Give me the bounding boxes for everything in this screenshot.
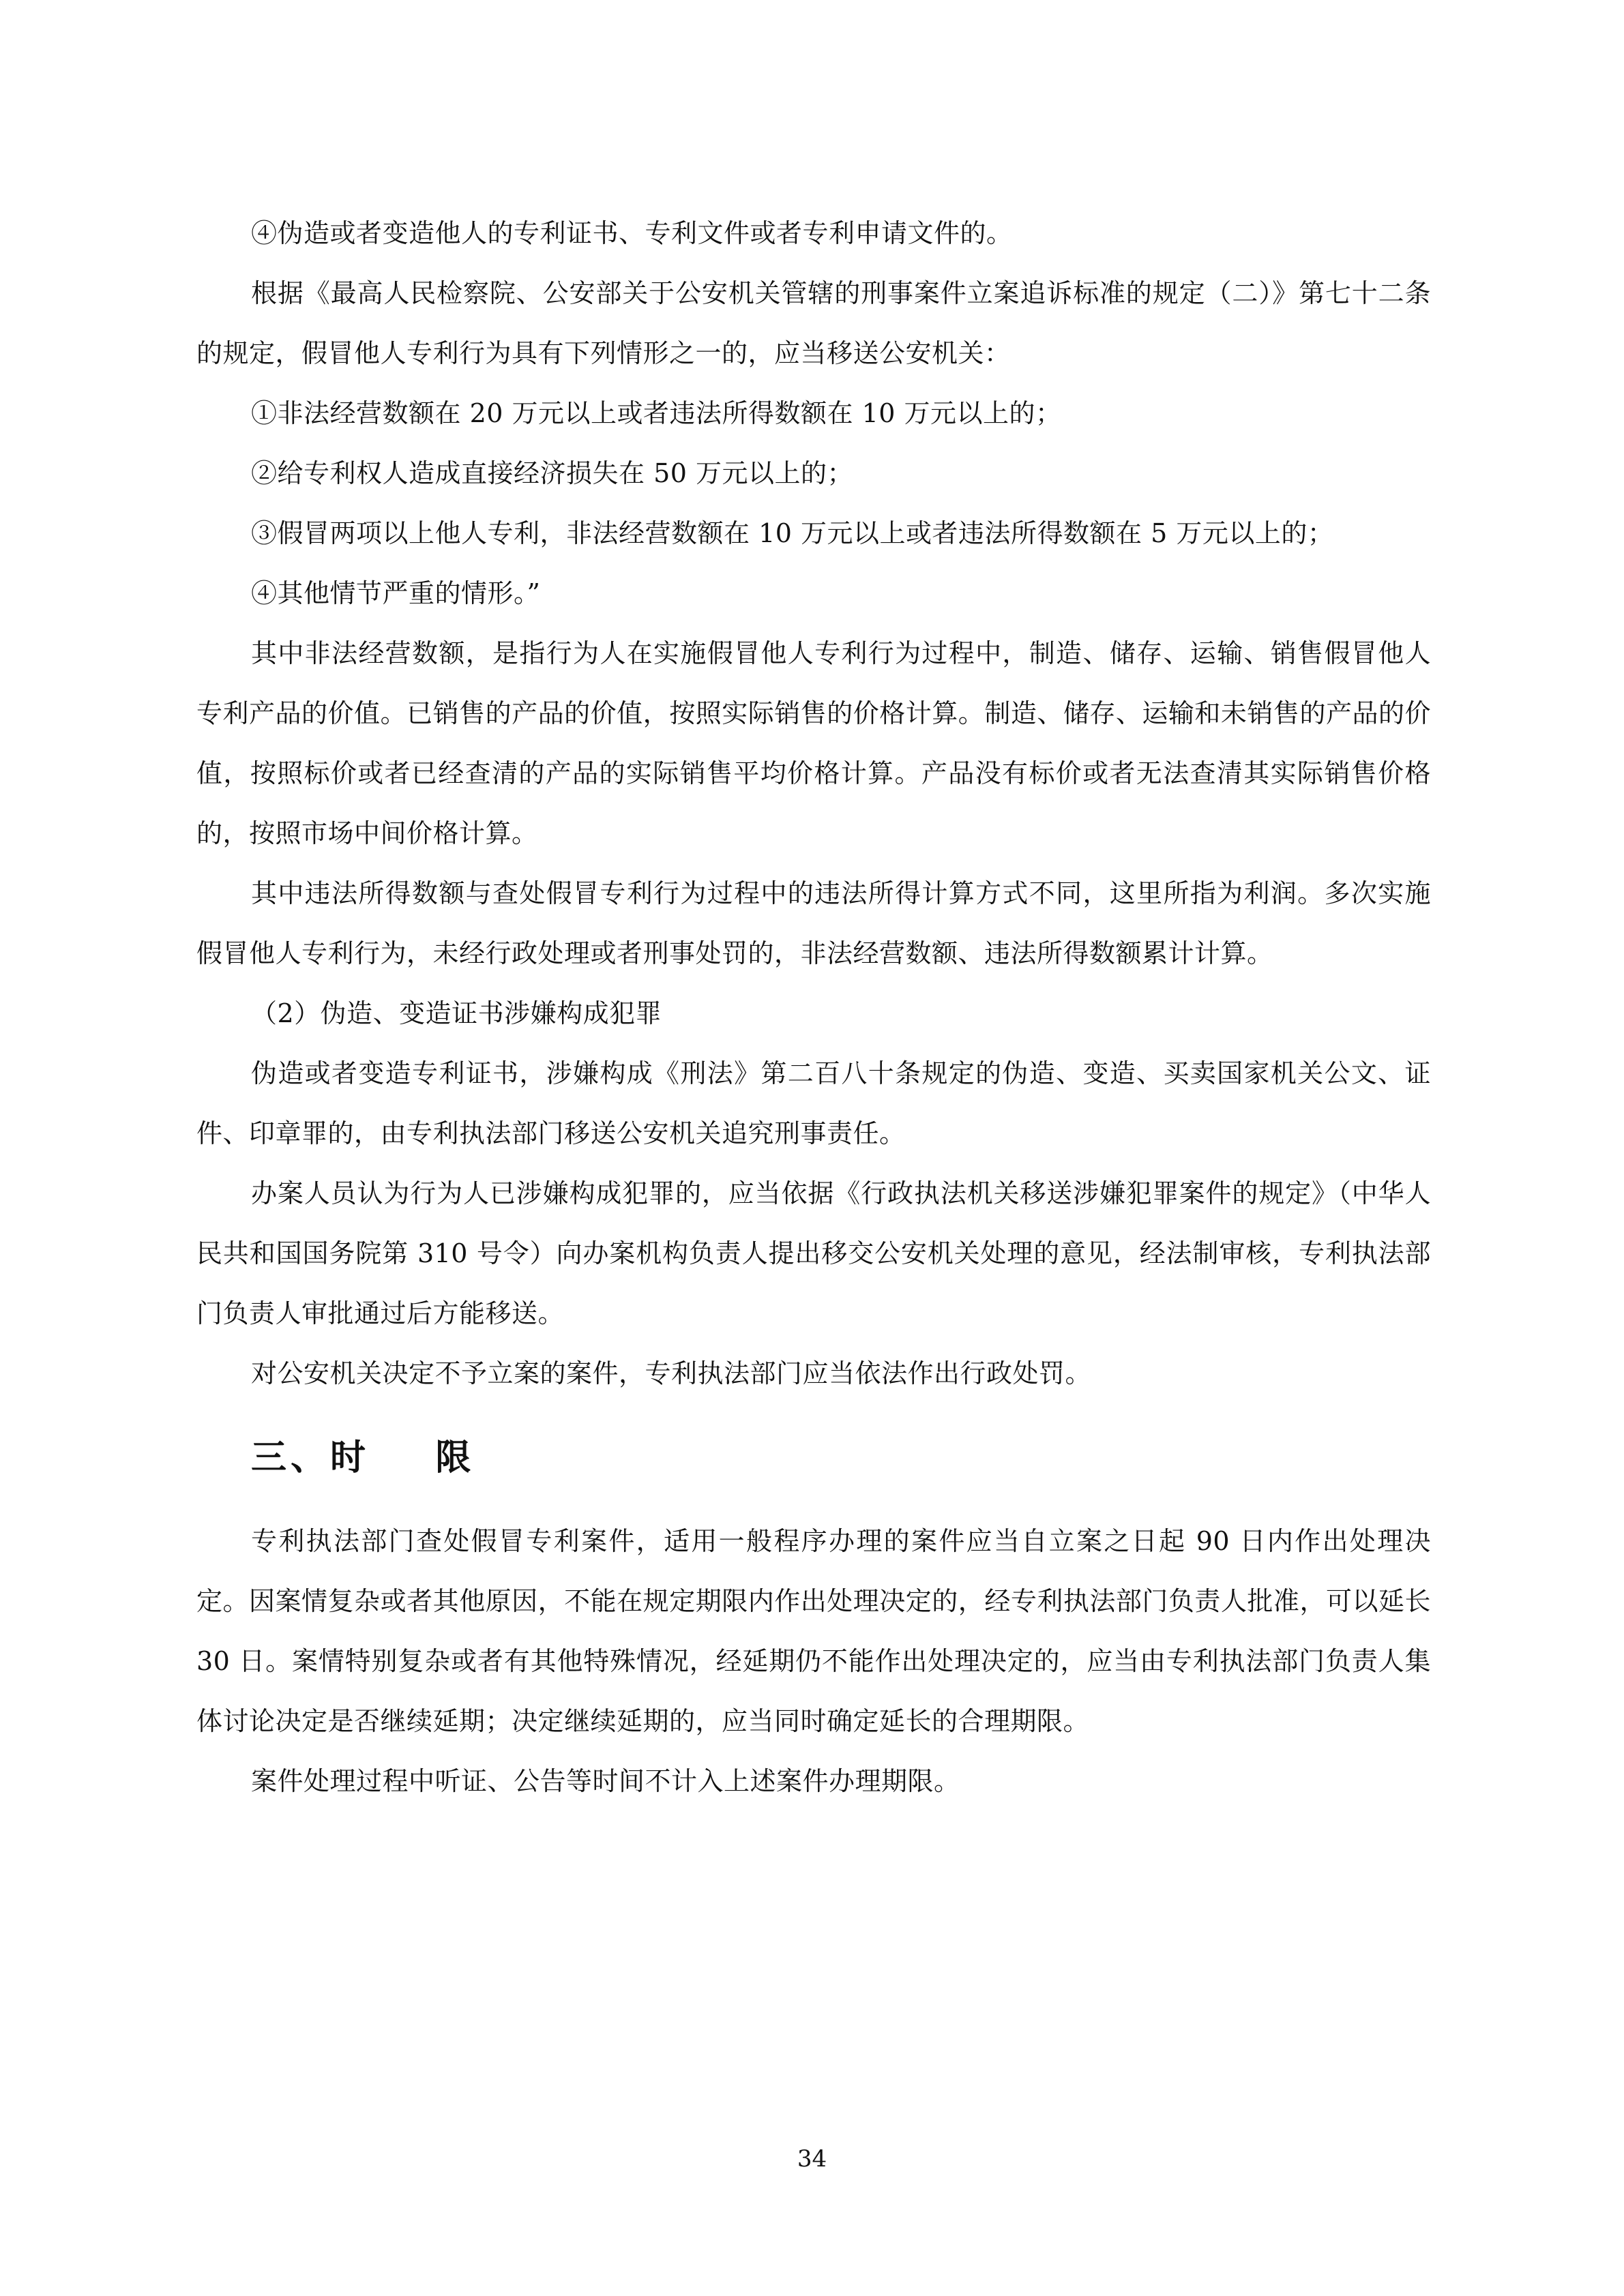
paragraph-time-limit-rules: 专利执法部门查处假冒专利案件，适用一般程序办理的案件应当自立案之日起 90 日内作出处理决定。因案情复杂或者其他原因，不能在规定期限内作出处理决定的，经专利执法部门负责人批准，可以延长 30 日。案情特别复杂或者有其他特殊情况，经延期仍不能作出处理决定的，应当由专利执法部门负责人集体讨论决定是否继续延期；决定继续延期的，应当同时确定延长的合理期限。: [196, 1526, 1431, 1736]
paragraph-prosecution-standard: 根据《最高人民检察院、公安部关于公安机关管辖的刑事案件立案追诉标准的规定（二）》第七十二条的规定，假冒他人专利行为具有下列情形之一的，应当移送公安机关：: [196, 278, 1431, 368]
paragraph-no-filing-penalty: 对公安机关决定不予立案的案件，专利执法部门应当依法作出行政处罚。: [251, 1358, 1092, 1388]
paragraph-forged-certificate: 伪造或者变造专利证书，涉嫌构成《刑法》第二百八十条规定的伪造、变造、买卖国家机关公文、证件、印章罪的，由专利执法部门移送公安机关追究刑事责任。: [196, 1058, 1431, 1148]
paragraph-forgery-item-4: ④伪造或者变造他人的专利证书、专利文件或者专利申请文件的。: [251, 218, 1013, 248]
page-number: 34: [797, 2145, 827, 2173]
paragraph-subheading-forgery-crime: （2）伪造、变造证书涉嫌构成犯罪: [251, 998, 662, 1028]
paragraph-condition-3: ③假冒两项以上他人专利，非法经营数额在 10 万元以上或者违法所得数额在 5 万元以上的；: [251, 518, 1334, 548]
paragraph-case-transfer: 办案人员认为行为人已涉嫌构成犯罪的，应当依据《行政执法机关移送涉嫌犯罪案件的规定》（中华人民共和国国务院第 310 号令）向办案机构负责人提出移交公安机关处理的意见，经法制审核，专利执法部门负责人审批通过后方能移送。: [196, 1178, 1431, 1328]
paragraph-illegal-income-amount: 其中违法所得数额与查处假冒专利行为过程中的违法所得计算方式不同，这里所指为利润。多次实施假冒他人专利行为，未经行政处理或者刑事处罚的，非法经营数额、违法所得数额累计计算。: [196, 878, 1431, 968]
paragraph-condition-1: ①非法经营数额在 20 万元以上或者违法所得数额在 10 万元以上的；: [251, 398, 1062, 428]
section-heading-time-limit: 三、时 限: [251, 1437, 475, 1478]
paragraph-illegal-business-amount: 其中非法经营数额，是指行为人在实施假冒他人专利行为过程中，制造、储存、运输、销售假冒他人专利产品的价值。已销售的产品的价值，按照实际销售的价格计算。制造、储存、运输和未销售的产品的价值，按照标价或者已经查清的产品的实际销售平均价格计算。产品没有标价或者无法查清其实际销售价格的，按照市场中间价格计算。: [196, 638, 1431, 848]
paragraph-condition-2: ②给专利权人造成直接经济损失在 50 万元以上的；: [251, 458, 854, 488]
paragraph-condition-4: ④其他情节严重的情形。”: [251, 578, 541, 608]
paragraph-time-excluded: 案件处理过程中听证、公告等时间不计入上述案件办理期限。: [251, 1766, 960, 1796]
page-content: [196, 203, 1431, 1811]
